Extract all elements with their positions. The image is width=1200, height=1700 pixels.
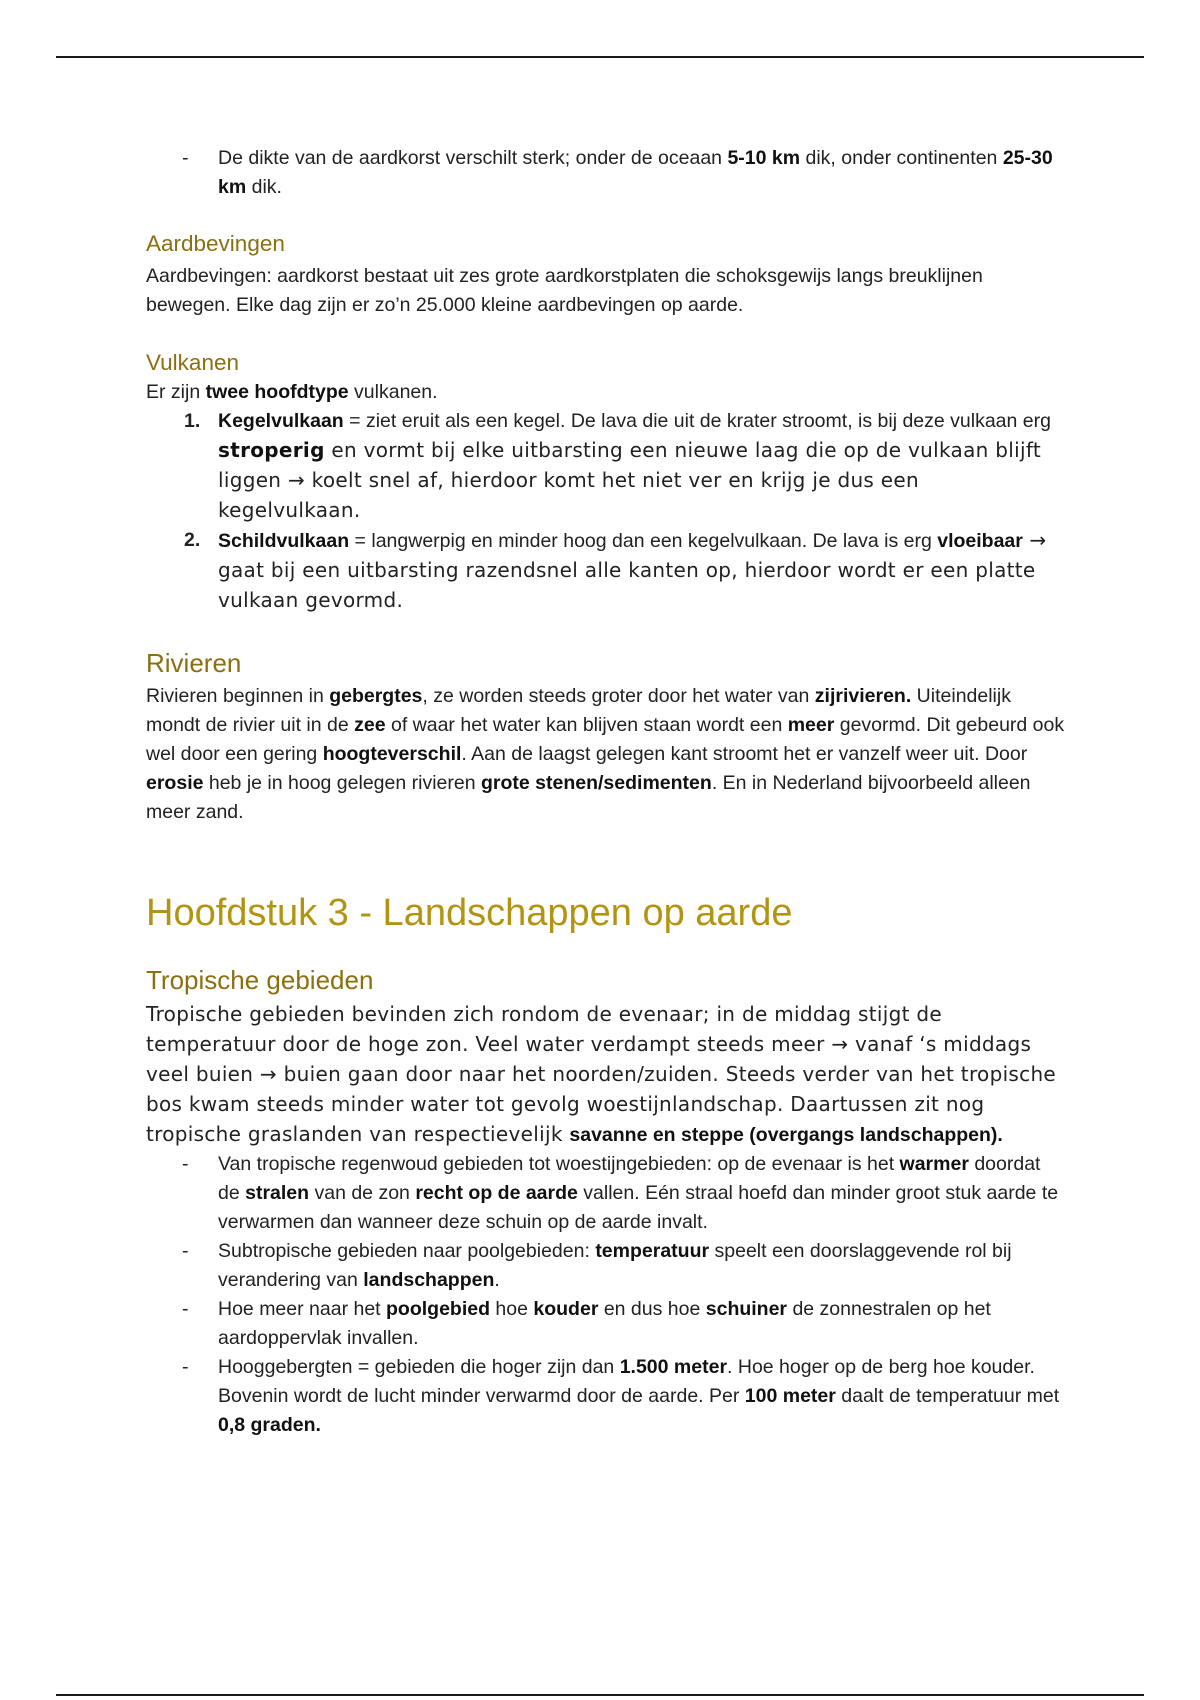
text: de zonnestralen op het aardoppervlak invallen. bbox=[218, 1298, 991, 1349]
bottom-rule bbox=[56, 1694, 1144, 1696]
bold-text: zee bbox=[354, 714, 386, 736]
bullet-item-text bbox=[218, 1295, 1066, 1353]
text: speelt een doorslaggevende rol bij verandering van bbox=[218, 1240, 1012, 1291]
bold-text: poolgebied bbox=[386, 1298, 491, 1320]
bold-text: 100 meter bbox=[744, 1385, 836, 1407]
bullet-marker: - bbox=[182, 1298, 189, 1320]
bold-text: stroperig bbox=[218, 438, 325, 462]
bold-text: temperatuur bbox=[595, 1240, 710, 1262]
bullet-item-text bbox=[218, 1353, 1066, 1440]
text: . bbox=[494, 1269, 500, 1291]
text: Tropische gebieden bevinden zich rondom de evenaar; in de middag stijgt de temperatuur door de hoge zon. Veel water verdampt steeds meer → vanaf ‘s middags veel buien → buien gaan door naar het noorden/zuiden. Steeds verder van het tropische bos kwam steeds minder water tot gevolg woestijnlandschap. Daartussen zit nog tropische graslanden van respectievelijk bbox=[146, 1002, 1057, 1146]
bold-text: 25-30 km bbox=[218, 147, 1053, 198]
bold-text: 5-10 km bbox=[727, 147, 801, 169]
text: Van tropische regenwoud gebieden tot woestijngebieden: op de evenaar is het bbox=[218, 1153, 900, 1175]
bullet-item-poolgebied bbox=[146, 1295, 1066, 1353]
text: hoe bbox=[490, 1298, 534, 1320]
bold-text: Kegelvulkaan bbox=[218, 410, 344, 432]
text: . Aan de laagst gelegen kant stroomt het er vanzelf weer uit. Door bbox=[461, 743, 1028, 765]
text: → gaat bij een uitbarsting razendsnel alle kanten op, hierdoor wordt er een platte vulkaan gevormd. bbox=[218, 528, 1047, 612]
bold-text: zijrivieren. bbox=[814, 685, 912, 707]
chapter-title: Hoofdstuk 3 - Landschappen op aarde bbox=[146, 892, 793, 934]
bold-text: schuiner bbox=[705, 1298, 788, 1320]
paragraph-rivieren bbox=[146, 682, 1066, 827]
bold-text: grote stenen/sedimenten bbox=[481, 772, 712, 794]
text: gevormd. Dit gebeurd ook wel door een gering bbox=[146, 714, 1065, 765]
bold-text: meer bbox=[787, 714, 835, 736]
list-item-kegelvulkaan bbox=[146, 407, 1066, 526]
text: van de zon bbox=[309, 1182, 416, 1204]
paragraph-tropische-gebieden bbox=[146, 999, 1066, 1150]
bold-text: hoogteverschil bbox=[322, 743, 462, 765]
bullet-item-regenwoud bbox=[146, 1150, 1066, 1237]
text: en dus hoe bbox=[598, 1298, 706, 1320]
text: of waar het water kan blijven staan wordt een bbox=[385, 714, 788, 736]
heading-vulkanen: Vulkanen bbox=[146, 350, 239, 375]
bullet-marker: - bbox=[182, 1356, 189, 1378]
text: . Hoe hoger op de berg hoe kouder. Bovenin wordt de lucht minder verwarmd door de aarde. Per bbox=[218, 1356, 1035, 1407]
bold-text: vloeibaar bbox=[937, 530, 1023, 552]
text: vulkanen. bbox=[348, 381, 438, 403]
text: , ze worden steeds groter door het water van bbox=[422, 685, 815, 707]
text: dik. bbox=[246, 176, 282, 198]
bullet-item-text bbox=[218, 1150, 1066, 1237]
text: vallen. Eén straal hoefd dan minder groot stuk aarde te verwarmen dan wanneer deze schuin op de aarde invalt. bbox=[218, 1182, 1059, 1233]
bold-text: savanne en steppe (overgangs landschappen). bbox=[569, 1124, 1003, 1146]
heading-rivieren: Rivieren bbox=[146, 648, 242, 678]
text: Hoe meer naar het bbox=[218, 1298, 387, 1320]
bold-text: Schildvulkaan bbox=[218, 530, 350, 552]
bold-text: 0,8 graden. bbox=[218, 1414, 321, 1436]
text: . En in Nederland bijvoorbeeld alleen meer zand. bbox=[146, 772, 1031, 823]
text: en vormt bij elke uitbarsting een nieuwe laag die op de vulkaan blijft liggen → koelt snel af, hierdoor komt het niet ver en krijg je dus een kegelvulkaan. bbox=[218, 438, 1041, 522]
heading-aardbevingen: Aardbevingen bbox=[146, 231, 285, 256]
list-item-schildvulkaan bbox=[146, 526, 1066, 616]
bold-text: warmer bbox=[899, 1153, 969, 1175]
bold-text: gebergtes bbox=[329, 685, 423, 707]
list-item-text bbox=[218, 407, 1066, 526]
heading-tropische-gebieden: Tropische gebieden bbox=[146, 965, 374, 995]
bullet-marker: - bbox=[182, 147, 189, 169]
bullet-marker: - bbox=[182, 1240, 189, 1262]
list-item-text bbox=[218, 526, 1066, 616]
bullet-marker: - bbox=[182, 1153, 189, 1175]
bold-text: stralen bbox=[245, 1182, 310, 1204]
text: Rivieren beginnen in bbox=[146, 685, 330, 707]
text: Uiteindelijk mondt de rivier uit in de bbox=[146, 685, 1011, 736]
text: Hooggebergten = gebieden die hoger zijn dan bbox=[218, 1356, 620, 1378]
text: Subtropische gebieden naar poolgebieden: bbox=[218, 1240, 596, 1262]
bullet-item-hooggebergten bbox=[146, 1353, 1066, 1440]
intro-bullet bbox=[146, 144, 1066, 202]
text: daalt de temperatuur met bbox=[835, 1385, 1060, 1407]
text: = ziet eruit als een kegel. De lava die uit de krater stroomt, is bij deze vulkaan erg bbox=[343, 410, 1051, 432]
bold-text: landschappen bbox=[363, 1269, 495, 1291]
bold-text: 1.500 meter bbox=[619, 1356, 728, 1378]
bold-text: erosie bbox=[146, 772, 204, 794]
bullet-item-subtropisch bbox=[146, 1237, 1066, 1295]
page-content bbox=[146, 144, 1066, 1440]
paragraph-vulkanen-intro bbox=[146, 378, 1066, 407]
paragraph-aardbevingen: Aardbevingen: aardkorst bestaat uit zes grote aardkorstplaten die schoksgewijs langs breuklijnen bewegen. Elke dag zijn er zo’n 25.000 kleine aardbevingen op aarde. bbox=[146, 265, 983, 316]
top-rule bbox=[56, 56, 1144, 58]
text: dik, onder continenten bbox=[800, 147, 1003, 169]
text: De dikte van de aardkorst verschilt sterk; onder de oceaan bbox=[218, 147, 728, 169]
intro-bullet-text bbox=[218, 144, 1066, 202]
text: Er zijn bbox=[146, 381, 206, 403]
text: heb je in hoog gelegen rivieren bbox=[203, 772, 481, 794]
text: = langwerpig en minder hoog dan een kegelvulkaan. De lava is erg bbox=[349, 530, 938, 552]
list-number: 1. bbox=[184, 410, 201, 432]
bold-text: kouder bbox=[533, 1298, 599, 1320]
text: doordat de bbox=[218, 1153, 1041, 1204]
bullet-item-text bbox=[218, 1237, 1066, 1295]
list-number: 2. bbox=[184, 529, 201, 551]
bold-text: recht op de aarde bbox=[415, 1182, 578, 1204]
bold-text: twee hoofdtype bbox=[205, 381, 349, 403]
